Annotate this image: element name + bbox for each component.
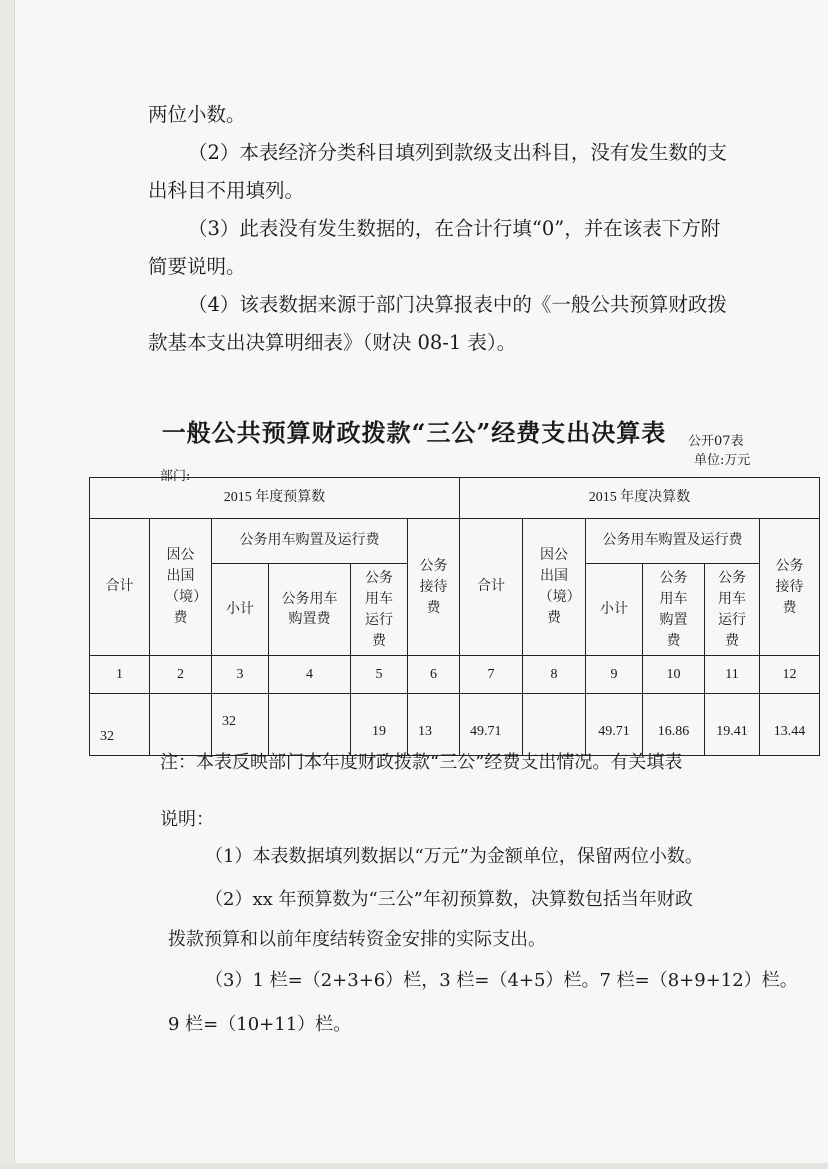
budget-vehicle-group-header: 公务用车购置及运行费 [212,519,408,564]
intro-line: 简要说明。 [148,255,246,278]
value-final-total: 49.71 [460,694,523,756]
unit-label: 单位:万元 [694,453,751,468]
final-vehicle-group-header: 公务用车购置及运行费 [586,519,760,564]
budget-abroad-header: 因公 出国 （境） 费 [150,519,212,656]
form-code: 公开07表 [688,434,744,449]
final-reception-header: 公务 接待 费 [760,519,820,656]
scan-left-edge [0,0,15,1169]
department-label: 部门: [160,469,191,484]
value-budget-reception: 13 [408,694,460,756]
col-number: 11 [705,656,760,694]
value-final-reception: 13.44 [760,694,820,756]
col-number: 12 [760,656,820,694]
final-purchase-header: 公务 用车 购置 费 [643,564,705,656]
final-subtotal-header: 小计 [586,564,643,656]
intro-text [148,96,758,362]
col-number: 10 [643,656,705,694]
note-line: （1）本表数据填列数据以“万元”为金额单位，保留两位小数。 [205,846,703,867]
note-line: 注：本表反映部门本年度财政拨款“三公”经费支出情况。有关填表 [160,752,683,773]
budget-reception-header: 公务 接待 费 [408,519,460,656]
col-number: 2 [150,656,212,694]
col-number: 7 [460,656,523,694]
value-final-purchase: 16.86 [643,694,705,756]
note-line: 9 栏=（10+11）栏。 [168,1014,352,1035]
final-header: 2015 年度决算数 [460,478,820,519]
three-public-expense-table [89,477,820,756]
col-number: 4 [269,656,351,694]
value-budget-subtotal: 32 [212,694,269,756]
note-line: 拨款预算和以前年度结转资金安排的实际支出。 [168,929,546,950]
scan-bottom-edge [0,1163,828,1169]
intro-line: 出科目不用填列。 [148,179,305,202]
final-abroad-header: 因公 出国 （境） 费 [523,519,586,656]
intro-line: （2）本表经济分类科目填列到款级支出科目，没有发生数的支 [188,141,727,164]
value-final-subtotal: 49.71 [586,694,643,756]
intro-line: （4）该表数据来源于部门决算报表中的《一般公共预算财政拨 [188,293,727,316]
col-number: 1 [90,656,150,694]
note-3 [205,966,825,996]
note-line: 说明： [160,809,214,830]
final-operation-header: 公务 用车 运行 费 [705,564,760,656]
value-budget-abroad [150,694,212,756]
intro-line: 两位小数。 [148,103,246,126]
table-title: 一般公共预算财政拨款“三公”经费支出决算表 [161,418,667,447]
intro-line: 款基本支出决算明细表》（财决 08-1 表）。 [148,331,517,354]
col-number: 6 [408,656,460,694]
intro-line: （3）此表没有发生数据的，在合计行填“0”，并在该表下方附 [188,217,721,240]
col-number: 8 [523,656,586,694]
budget-header: 2015 年度预算数 [90,478,460,519]
note-2-cont [168,925,788,955]
notes-label [160,805,780,835]
col-number: 5 [351,656,408,694]
notes [160,748,780,778]
note-2 [205,885,825,915]
value-final-operation: 19.41 [705,694,760,756]
note-line: （2）xx 年预算数为“三公”年初预算数，决算数包括当年财政 [205,889,693,910]
col-number: 9 [586,656,643,694]
budget-operation-header: 公务 用车 运行 费 [351,564,408,656]
note-3-cont [168,1010,788,1040]
final-total-header: 合计 [460,519,523,656]
value-final-abroad [523,694,586,756]
value-budget-purchase [269,694,351,756]
value-budget-operation: 19 [351,694,408,756]
note-line: （3）1 栏=（2+3+6）栏，3 栏=（4+5）栏。7 栏=（8+9+12）栏。 [205,970,798,991]
col-number: 3 [212,656,269,694]
note-1 [205,842,825,872]
budget-subtotal-header: 小计 [212,564,269,656]
budget-purchase-header: 公务用车 购置费 [269,564,351,656]
budget-total-header: 合计 [90,519,150,656]
value-budget-total: 32 [90,694,150,756]
